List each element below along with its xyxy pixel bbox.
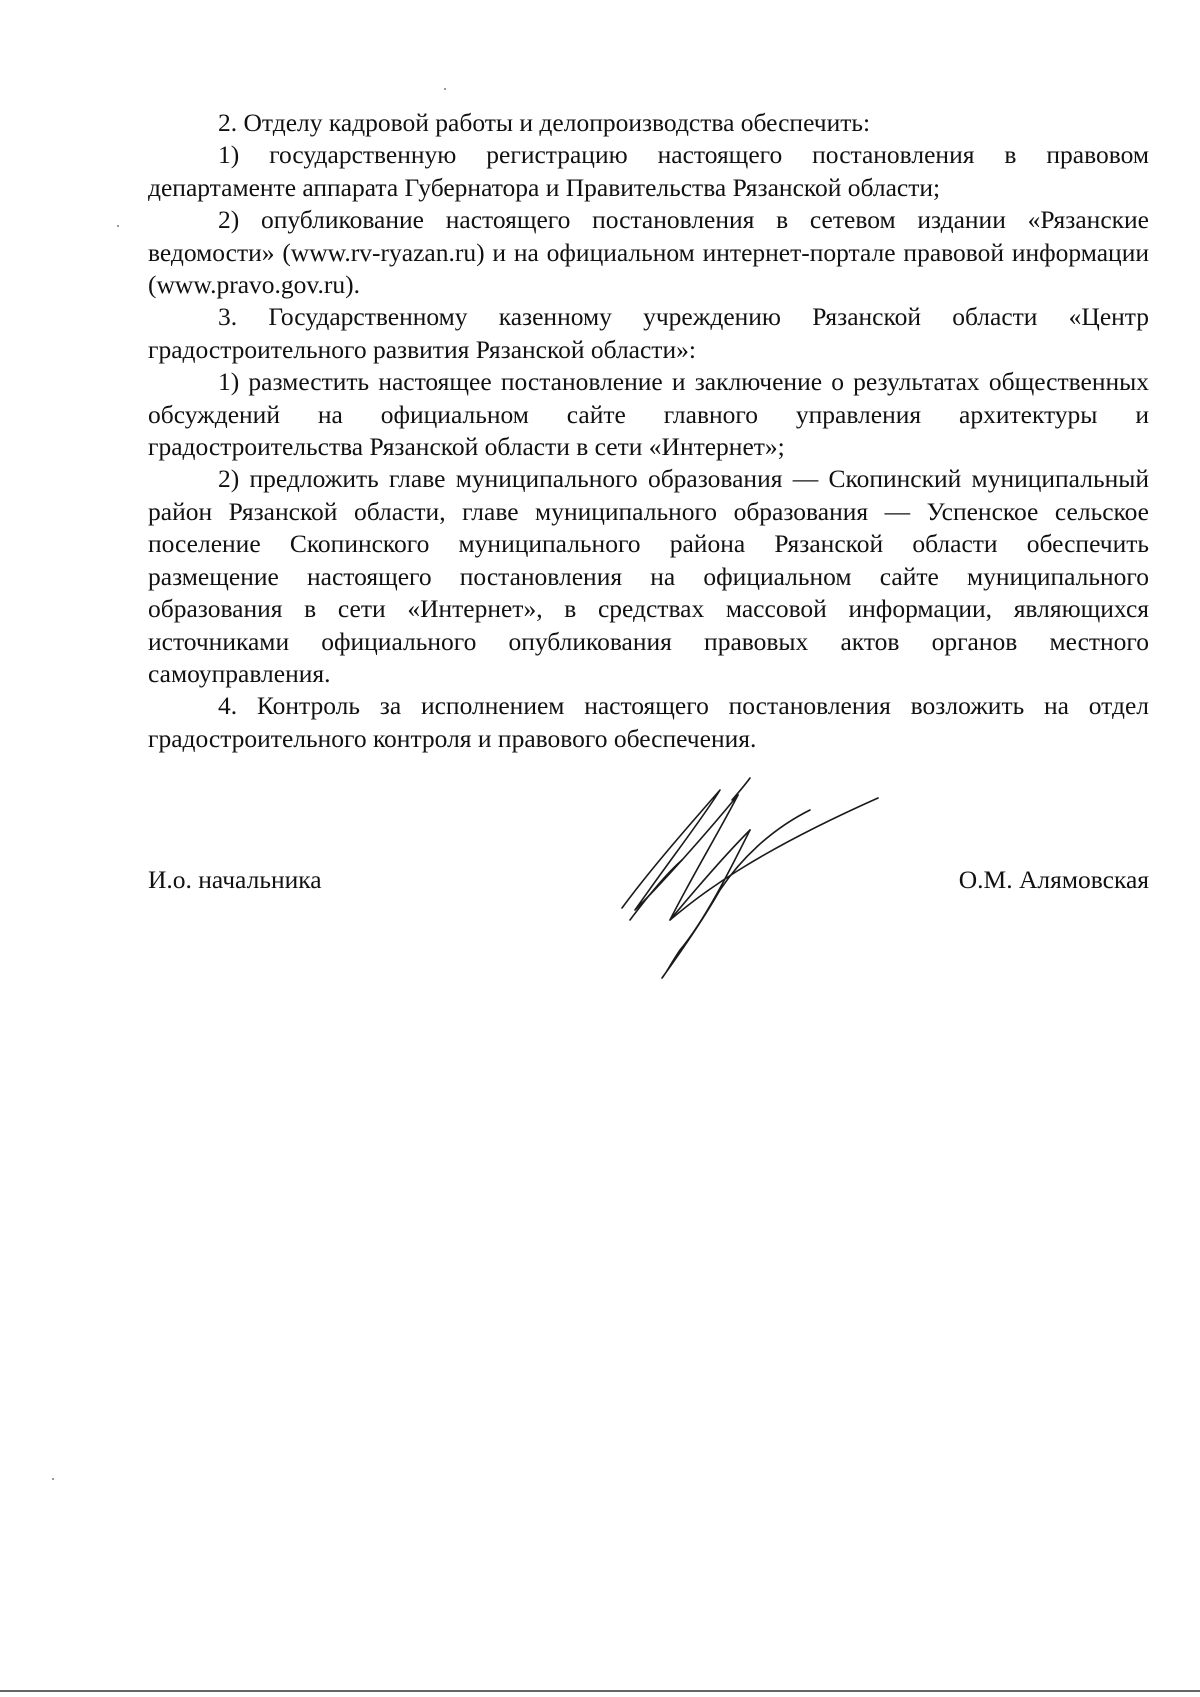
signer-name: О.М. Алямовская <box>958 865 1149 894</box>
signer-position: И.о. начальника <box>148 865 322 894</box>
paragraph-2-1: 1) государственную регистрацию настоящего постановления в правовом департаменте аппарата Губернатора и Правительства Рязанской области; <box>148 140 1149 202</box>
paragraph-2-2: 2) опубликование настоящего постановления в сетевом издании «Рязанские ведомости» (www.rv-ryazan.ru) и на официальном интернет-портале правовой информации (www.pravo.gov.ru). <box>148 205 1149 300</box>
paragraph-3-1: 1) разместить настоящее постановление и заключение о результатах общественных обсуждений на официальном сайте главного управления архитектуры и градостроительства Рязанской области в сети «Интернет»; <box>148 367 1149 462</box>
paragraph-3-2: 2) предложить главе муниципального образования — Скопинский муниципальный район Рязанской области, главе муниципального образования — Успенское сельское поселение Скопинского муниципального района Рязанской области обеспечить размещение настоящего постановления на официальном сайте муниципального образования в сети «Интернет», в средствах массовой информации, являющихся источниками официального опубликования правовых актов органов местного самоуправления. <box>148 464 1149 688</box>
paragraph-4: 4. Контроль за исполнением настоящего постановления возложить на отдел градостроительного контроля и правового обеспечения. <box>148 691 1149 753</box>
paragraph-3: 3. Государственному казенному учреждению Рязанской области «Центр градостроительного развития Рязанской области»: <box>148 302 1149 364</box>
scan-speck <box>444 88 446 90</box>
handwritten-signature <box>610 760 880 1000</box>
paragraph-2: 2. Отделу кадровой работы и делопроизводства обеспечить: <box>218 108 871 137</box>
scan-bottom-edge <box>0 1690 1200 1692</box>
scan-speck <box>52 1478 54 1480</box>
document-body <box>148 107 1149 755</box>
scan-speck <box>117 225 119 227</box>
